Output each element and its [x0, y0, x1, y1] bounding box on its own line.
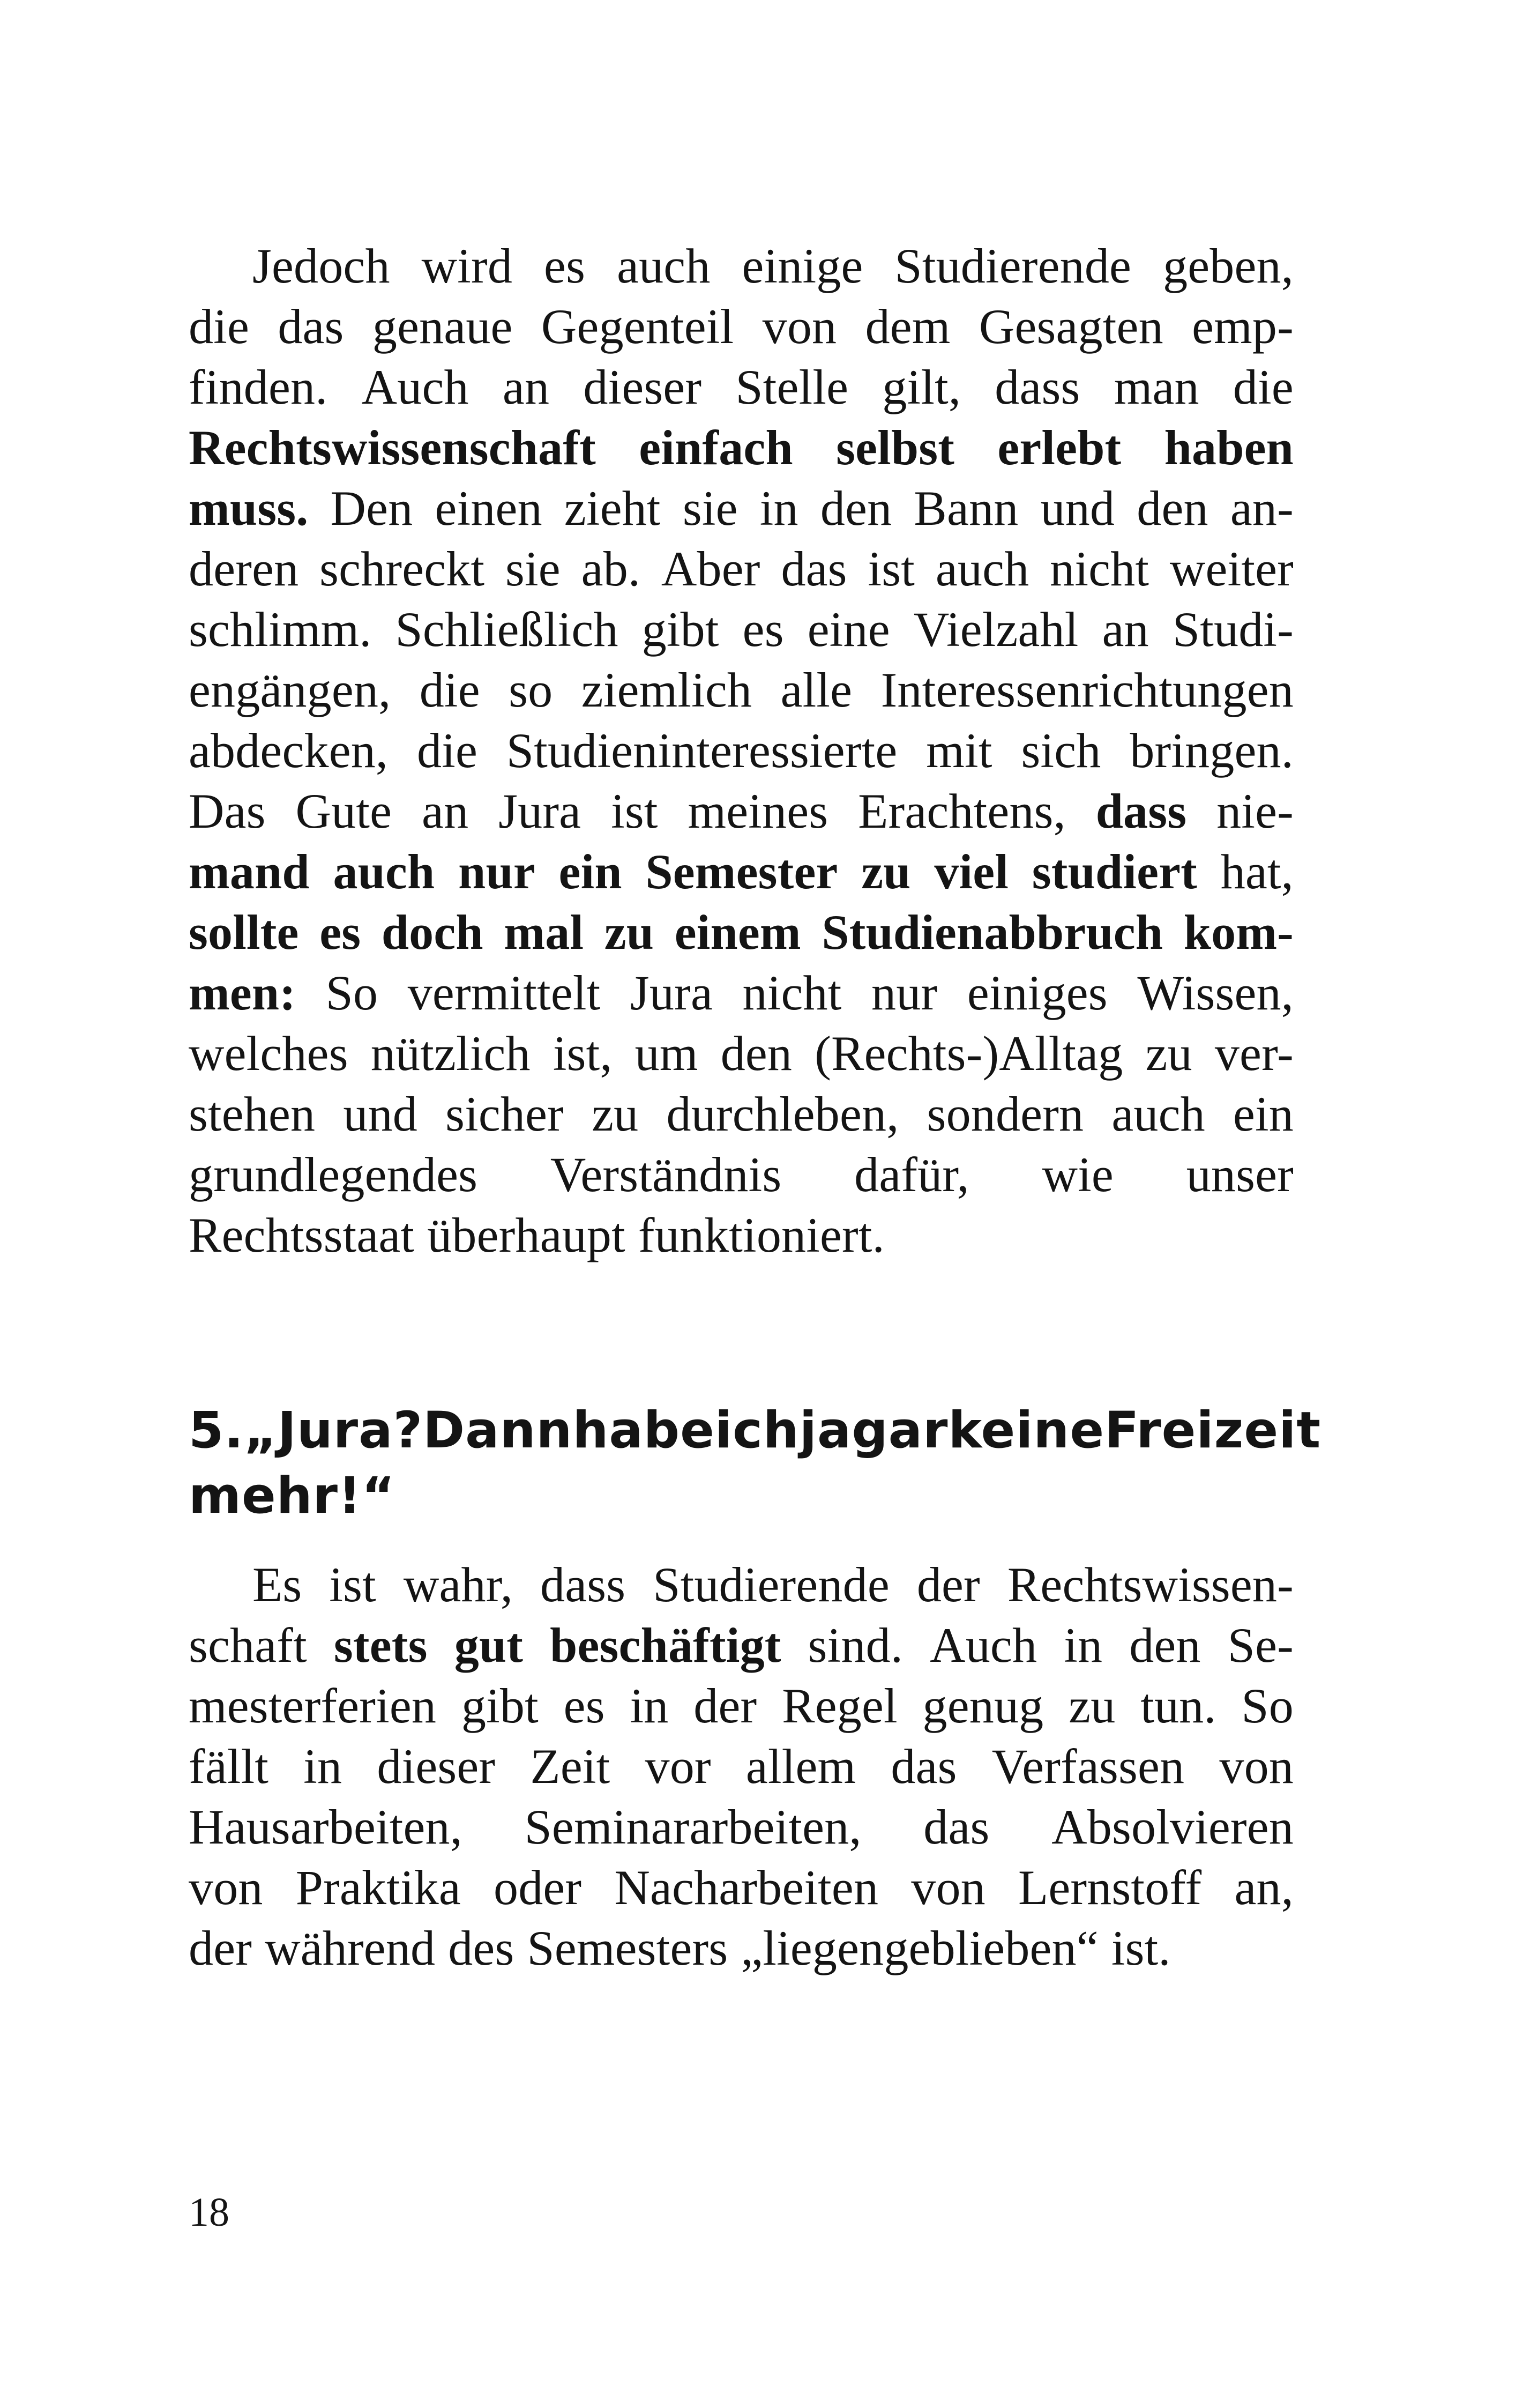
word: selbst: [836, 420, 955, 475]
word: Jedoch: [252, 239, 390, 293]
text-line: [189, 539, 1294, 599]
word: Auch: [361, 360, 469, 414]
word: meines: [688, 784, 828, 838]
word: es: [563, 1678, 605, 1733]
text-line: [189, 1918, 1294, 1979]
word: Wissen,: [1137, 965, 1294, 1020]
word: der: [916, 1557, 980, 1612]
word: Auch: [930, 1618, 1037, 1673]
word: einem: [674, 905, 801, 960]
word: Verfassen: [991, 1739, 1185, 1794]
text-line: [189, 720, 1294, 781]
word: gar: [852, 1401, 949, 1460]
word: Aber: [661, 541, 760, 596]
word: ziemlich: [581, 663, 752, 717]
text-line: [189, 1736, 1294, 1797]
word: Praktika: [295, 1860, 461, 1915]
word: den: [1137, 481, 1208, 536]
word: es: [544, 239, 586, 293]
text-line: [189, 1023, 1294, 1084]
word: den: [720, 1026, 793, 1081]
word: Studierende: [653, 1557, 890, 1612]
word: fällt: [189, 1739, 269, 1794]
word: einfach: [639, 420, 793, 475]
word: gibt: [641, 602, 719, 657]
text-line: [189, 418, 1294, 478]
word: an: [502, 360, 550, 414]
word: Zeit: [530, 1739, 610, 1794]
word: „liegengeblieben“: [741, 1921, 1099, 1975]
word: Gute: [295, 784, 392, 838]
word: Erachtens,: [858, 784, 1066, 838]
word: nicht: [1050, 541, 1149, 596]
word: bringen.: [1130, 723, 1294, 778]
word: Studi-: [1172, 602, 1294, 657]
text-line: [189, 599, 1294, 660]
word: sind.: [808, 1618, 904, 1673]
word: Studierende: [894, 239, 1132, 293]
text-line: [189, 1615, 1294, 1676]
word: nützlich: [370, 1026, 531, 1081]
text-line: [189, 1398, 1322, 1463]
word: sie: [505, 541, 561, 596]
word: die: [419, 663, 480, 717]
word: stets: [333, 1618, 428, 1673]
word: Studienabbruch: [822, 905, 1163, 960]
word: so: [509, 663, 553, 717]
word: ja: [799, 1401, 852, 1460]
word: es: [319, 905, 361, 960]
word: Nacharbeiten: [614, 1860, 879, 1915]
word: Freizeit: [1104, 1401, 1322, 1460]
word: muss.: [189, 481, 309, 536]
word: das: [891, 1739, 957, 1794]
word: sicher: [445, 1087, 564, 1141]
page-number: 18: [189, 2190, 229, 2235]
text-line: [189, 1463, 1294, 1529]
word: genug: [922, 1678, 1044, 1733]
word: 5.: [189, 1401, 244, 1460]
word: vor: [645, 1739, 711, 1794]
word: dem: [865, 299, 951, 354]
word: doch: [381, 905, 483, 960]
word: So: [1241, 1678, 1294, 1733]
word: ist: [868, 541, 915, 596]
word: Rechtswissen-: [1007, 1557, 1294, 1612]
word: die: [1233, 360, 1294, 414]
word: des: [448, 1921, 514, 1975]
word: an,: [1234, 1860, 1294, 1915]
word: wie: [1042, 1147, 1114, 1202]
word: kom-: [1183, 905, 1294, 960]
word: nicht: [742, 965, 842, 1020]
word: ein: [558, 844, 622, 899]
word: das: [781, 541, 847, 596]
word: Rechtsstaat: [189, 1208, 415, 1262]
word: alle: [780, 663, 853, 717]
word: ist: [329, 1557, 376, 1612]
word: ich: [714, 1401, 800, 1460]
word: habe: [572, 1401, 715, 1460]
word: ist.: [1111, 1921, 1171, 1975]
word: mit: [926, 723, 992, 778]
word: nur: [871, 965, 938, 1020]
word: (Rechts-)Alltag: [815, 1026, 1123, 1081]
word: engängen,: [189, 663, 391, 717]
word: unser: [1186, 1147, 1294, 1202]
word: in: [1064, 1618, 1103, 1673]
word: von: [762, 299, 837, 354]
word: zu: [592, 1087, 639, 1141]
word: welches: [189, 1026, 348, 1081]
word: an-: [1230, 481, 1294, 536]
word: mehr!“: [189, 1467, 395, 1525]
word: das: [923, 1800, 990, 1854]
word: abdecken,: [189, 723, 389, 778]
word: viel: [934, 844, 1009, 899]
word: gilt,: [882, 360, 961, 414]
word: dieser: [583, 360, 702, 414]
word: dafür,: [854, 1147, 969, 1202]
word: dass: [1095, 784, 1187, 838]
word: an: [422, 784, 469, 838]
word: von: [911, 1860, 986, 1915]
word: Verständnis: [550, 1147, 782, 1202]
word: und: [1040, 481, 1115, 536]
word: schreckt: [319, 541, 485, 596]
word: einige: [742, 239, 863, 293]
word: das: [278, 299, 344, 354]
word: finden.: [189, 360, 328, 414]
word: wird: [421, 239, 513, 293]
word: auch: [935, 541, 1029, 596]
word: mand: [189, 844, 310, 899]
section-heading: [189, 1398, 1322, 1529]
word: die: [417, 723, 477, 778]
word: oder: [494, 1860, 582, 1915]
word: „Jura?: [244, 1401, 423, 1460]
text-line: [189, 296, 1294, 357]
word: Jura: [498, 784, 581, 838]
word: erlebt: [997, 420, 1122, 475]
word: men:: [189, 965, 296, 1020]
word: zu: [861, 844, 911, 899]
word: die: [189, 299, 249, 354]
paragraph-2: [189, 1555, 1294, 1979]
text-line: [189, 1084, 1294, 1144]
word: funktioniert.: [638, 1208, 885, 1262]
word: nur: [458, 844, 535, 899]
word: sollte: [189, 905, 299, 960]
word: Jura: [630, 965, 713, 1020]
word: Vielzahl: [913, 602, 1079, 657]
text-line: [189, 1144, 1294, 1205]
word: schlimm.: [189, 602, 372, 657]
word: in: [303, 1739, 342, 1794]
word: dass: [995, 360, 1080, 414]
word: zieht: [564, 481, 661, 536]
text-line: [189, 781, 1294, 842]
word: Regel: [782, 1678, 898, 1733]
word: überhaupt: [427, 1208, 625, 1262]
word: Das: [189, 784, 266, 838]
word: auch: [1111, 1087, 1205, 1141]
word: es: [742, 602, 784, 657]
word: mesterferien: [189, 1678, 437, 1733]
word: wahr,: [403, 1557, 513, 1612]
word: den: [820, 481, 892, 536]
text-line: [189, 1676, 1294, 1736]
word: zu: [604, 905, 654, 960]
word: Studieninteressierte: [506, 723, 898, 778]
word: grundlegendes: [189, 1147, 478, 1202]
word: Rechtswissenschaft: [189, 420, 596, 475]
word: einen: [435, 481, 542, 536]
word: zu: [1145, 1026, 1192, 1081]
word: dass: [540, 1557, 626, 1612]
word: Semesters: [527, 1921, 728, 1975]
word: Stelle: [735, 360, 849, 414]
word: ver-: [1214, 1026, 1294, 1081]
word: eine: [807, 602, 890, 657]
word: den: [1129, 1618, 1201, 1673]
text-line: [189, 236, 1294, 296]
word: durchleben,: [666, 1087, 899, 1141]
word: und: [343, 1087, 417, 1141]
word: einiges: [967, 965, 1108, 1020]
word: man: [1114, 360, 1199, 414]
word: schaft: [189, 1618, 307, 1673]
word: nie-: [1216, 784, 1294, 838]
word: in: [759, 481, 798, 536]
text-line: [189, 1797, 1294, 1857]
text-line: [189, 357, 1294, 418]
word: So: [325, 965, 378, 1020]
text-line: [189, 660, 1294, 720]
word: auch: [617, 239, 711, 293]
word: weiter: [1169, 541, 1294, 596]
word: beschäftigt: [550, 1618, 781, 1673]
word: deren: [189, 541, 299, 596]
word: Seminararbeiten,: [524, 1800, 862, 1854]
word: von: [189, 1860, 263, 1915]
word: Bann: [914, 481, 1019, 536]
text-line: [189, 1857, 1294, 1918]
word: von: [1219, 1739, 1294, 1794]
word: keine: [948, 1401, 1105, 1460]
word: während: [265, 1921, 436, 1975]
word: sie: [682, 481, 738, 536]
word: ein: [1233, 1087, 1294, 1141]
word: allem: [745, 1739, 856, 1794]
word: zu: [1069, 1678, 1116, 1733]
word: Hausarbeiten,: [189, 1800, 462, 1854]
word: ist,: [553, 1026, 613, 1081]
word: an: [1102, 602, 1149, 657]
text-line: [189, 842, 1294, 902]
word: gibt: [461, 1678, 539, 1733]
text-line: [189, 478, 1294, 539]
word: studiert: [1032, 844, 1198, 899]
word: in: [630, 1678, 669, 1733]
text-line: [189, 1555, 1294, 1615]
word: hat,: [1220, 844, 1294, 899]
word: stehen: [189, 1087, 316, 1141]
word: Den: [330, 481, 413, 536]
word: sich: [1021, 723, 1101, 778]
word: der: [693, 1678, 757, 1733]
word: Es: [252, 1557, 302, 1612]
word: Dann: [423, 1401, 573, 1460]
word: emp-: [1192, 299, 1294, 354]
word: mal: [504, 905, 584, 960]
word: Gegenteil: [541, 299, 734, 354]
text-line: [189, 902, 1294, 963]
word: auch: [333, 844, 435, 899]
word: Semester: [645, 844, 838, 899]
paragraph-1: [189, 236, 1294, 1266]
word: haben: [1164, 420, 1294, 475]
word: tun.: [1140, 1678, 1216, 1733]
word: ab.: [581, 541, 641, 596]
word: Se-: [1227, 1618, 1294, 1673]
text-line: [189, 1205, 1294, 1266]
word: gut: [454, 1618, 524, 1673]
word: Gesagten: [979, 299, 1163, 354]
word: Absolvieren: [1051, 1800, 1294, 1854]
word: Lernstoff: [1018, 1860, 1202, 1915]
text-line: [189, 963, 1294, 1023]
word: dieser: [377, 1739, 496, 1794]
word: der: [189, 1921, 252, 1975]
word: um: [634, 1026, 698, 1081]
word: sondern: [927, 1087, 1084, 1141]
word: Schließlich: [395, 602, 618, 657]
word: vermittelt: [407, 965, 601, 1020]
word: ist: [611, 784, 658, 838]
word: Interessenrichtungen: [880, 663, 1294, 717]
word: geben,: [1163, 239, 1294, 293]
word: genaue: [372, 299, 513, 354]
